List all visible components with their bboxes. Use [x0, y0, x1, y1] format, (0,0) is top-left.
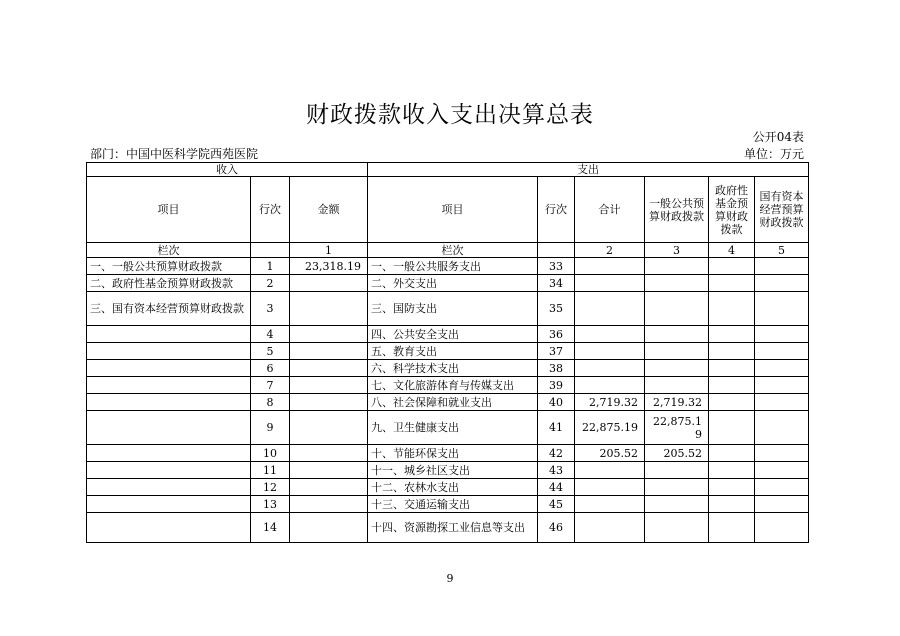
income-amount-cell: [290, 496, 368, 513]
gov-fund-cell: [709, 275, 755, 292]
state-capital-cell: [755, 377, 809, 394]
income-item-cell: 一、一般公共预算财政拨款: [87, 258, 251, 275]
income-row-cell: 3: [251, 292, 290, 326]
department-label: 部门：中国中医科学院西苑医院: [90, 147, 259, 161]
general-budget-header: 一般公共预算财政拨款: [645, 177, 709, 243]
total-cell: [575, 258, 645, 275]
table-row: [87, 326, 809, 343]
state-capital-cell: [755, 258, 809, 275]
income-row-cell: 2: [251, 275, 290, 292]
table-row: [87, 496, 809, 513]
general-budget-cell: 22,875.19: [645, 411, 709, 445]
expense-row-cell: 43: [538, 462, 575, 479]
income-amount-cell: [290, 326, 368, 343]
state-capital-cell: [755, 479, 809, 496]
gov-fund-header: 政府性基金预算财政拨款: [709, 177, 755, 243]
column-index-label: 栏次: [87, 243, 251, 258]
general-budget-cell: [645, 479, 709, 496]
state-capital-cell: [755, 360, 809, 377]
total-cell: 22,875.19: [575, 411, 645, 445]
expense-row-cell: 42: [538, 445, 575, 462]
total-cell: [575, 513, 645, 543]
general-budget-cell: [645, 496, 709, 513]
income-row-cell: 14: [251, 513, 290, 543]
expense-item-cell: 八、社会保障和就业支出: [368, 394, 538, 411]
general-budget-cell: [645, 292, 709, 326]
income-amount-cell: [290, 394, 368, 411]
column-index-4: 4: [709, 243, 755, 258]
income-row-cell: 9: [251, 411, 290, 445]
total-cell: [575, 479, 645, 496]
income-item-cell: [87, 513, 251, 543]
income-item-cell: [87, 326, 251, 343]
income-item-cell: [87, 411, 251, 445]
expense-row-cell: 45: [538, 496, 575, 513]
income-amount-cell: [290, 445, 368, 462]
state-capital-cell: [755, 496, 809, 513]
expense-row-cell: 46: [538, 513, 575, 543]
table-row: [87, 292, 809, 326]
gov-fund-cell: [709, 377, 755, 394]
gov-fund-cell: [709, 479, 755, 496]
expense-item-cell: 九、卫生健康支出: [368, 411, 538, 445]
income-row-cell: 8: [251, 394, 290, 411]
table-row: [87, 462, 809, 479]
income-row-cell: 11: [251, 462, 290, 479]
state-capital-cell: [755, 462, 809, 479]
total-cell: [575, 326, 645, 343]
expense-section-header: 支出: [368, 163, 809, 177]
income-amount-cell: [290, 275, 368, 292]
gov-fund-cell: [709, 462, 755, 479]
income-amount-cell: [290, 360, 368, 377]
table-row: [87, 445, 809, 462]
expense-item-cell: 十、节能环保支出: [368, 445, 538, 462]
table-row: [87, 258, 809, 275]
column-index-3: 3: [645, 243, 709, 258]
income-amount-cell: [290, 377, 368, 394]
table-row: [87, 360, 809, 377]
income-amount-cell: [290, 462, 368, 479]
income-row-cell: 13: [251, 496, 290, 513]
income-amount-cell: [290, 343, 368, 360]
income-amount-cell: [290, 292, 368, 326]
income-row-cell: 7: [251, 377, 290, 394]
state-capital-cell: [755, 275, 809, 292]
income-item-cell: [87, 496, 251, 513]
gov-fund-cell: [709, 411, 755, 445]
income-item-cell: [87, 343, 251, 360]
total-cell: [575, 462, 645, 479]
total-cell: [575, 343, 645, 360]
expense-row-cell: 36: [538, 326, 575, 343]
expense-row-cell: 34: [538, 275, 575, 292]
gov-fund-cell: [709, 258, 755, 275]
income-row-cell: 12: [251, 479, 290, 496]
income-row-cell: 5: [251, 343, 290, 360]
state-capital-cell: [755, 411, 809, 445]
gov-fund-cell: [709, 292, 755, 326]
state-capital-cell: [755, 292, 809, 326]
gov-fund-cell: [709, 445, 755, 462]
total-cell: [575, 292, 645, 326]
expense-item-cell: 六、科学技术支出: [368, 360, 538, 377]
state-capital-cell: [755, 513, 809, 543]
income-row-cell: 1: [251, 258, 290, 275]
general-budget-cell: [645, 258, 709, 275]
total-cell: 2,719.32: [575, 394, 645, 411]
page-number: 9: [446, 572, 454, 585]
income-item-cell: [87, 462, 251, 479]
state-capital-header: 国有资本经营预算财政拨款: [755, 177, 809, 243]
income-amount-cell: [290, 479, 368, 496]
expense-item-cell: 十二、农林水支出: [368, 479, 538, 496]
income-amount-cell: 23,318.19: [290, 258, 368, 275]
table-body: [87, 258, 809, 543]
column-index-blank: [251, 243, 290, 258]
income-item-cell: [87, 377, 251, 394]
table-row: [87, 394, 809, 411]
gov-fund-cell: [709, 394, 755, 411]
gov-fund-cell: [709, 343, 755, 360]
state-capital-cell: [755, 326, 809, 343]
column-index-blank: [538, 243, 575, 258]
income-section-header: 收入: [87, 163, 368, 177]
income-item-cell: [87, 360, 251, 377]
form-number: 公开04表: [752, 130, 804, 144]
table-row: [87, 377, 809, 394]
income-row-cell: 4: [251, 326, 290, 343]
general-budget-cell: [645, 377, 709, 394]
total-cell: 205.52: [575, 445, 645, 462]
general-budget-cell: [645, 462, 709, 479]
expense-row-header: 行次: [538, 177, 575, 243]
expense-row-cell: 37: [538, 343, 575, 360]
income-amount-cell: [290, 513, 368, 543]
expense-item-cell: 四、公共安全支出: [368, 326, 538, 343]
expense-item-header: 项目: [368, 177, 538, 243]
income-amount-cell: [290, 411, 368, 445]
budget-summary-table: [86, 162, 809, 543]
expense-item-cell: 十一、城乡社区支出: [368, 462, 538, 479]
general-budget-cell: [645, 343, 709, 360]
general-budget-cell: [645, 360, 709, 377]
income-row-cell: 10: [251, 445, 290, 462]
income-row-cell: 6: [251, 360, 290, 377]
expense-item-cell: 五、教育支出: [368, 343, 538, 360]
income-amount-header: 金额: [290, 177, 368, 243]
column-index-1: 1: [290, 243, 368, 258]
expense-row-cell: 44: [538, 479, 575, 496]
state-capital-cell: [755, 394, 809, 411]
table-row: [87, 275, 809, 292]
general-budget-cell: [645, 513, 709, 543]
column-index-2: 2: [575, 243, 645, 258]
expense-item-cell: 二、外交支出: [368, 275, 538, 292]
expense-row-cell: 39: [538, 377, 575, 394]
total-cell: [575, 360, 645, 377]
gov-fund-cell: [709, 360, 755, 377]
general-budget-cell: 205.52: [645, 445, 709, 462]
expense-row-cell: 41: [538, 411, 575, 445]
income-item-cell: [87, 479, 251, 496]
state-capital-cell: [755, 343, 809, 360]
column-index-label: 栏次: [368, 243, 538, 258]
general-budget-cell: 2,719.32: [645, 394, 709, 411]
gov-fund-cell: [709, 496, 755, 513]
expense-item-cell: 十三、交通运输支出: [368, 496, 538, 513]
document-title: 财政拨款收入支出决算总表: [306, 102, 594, 128]
expense-row-cell: 38: [538, 360, 575, 377]
income-item-cell: 三、国有资本经营预算财政拨款: [87, 292, 251, 326]
total-header: 合计: [575, 177, 645, 243]
total-cell: [575, 377, 645, 394]
expense-item-cell: 七、文化旅游体育与传媒支出: [368, 377, 538, 394]
expense-item-cell: 三、国防支出: [368, 292, 538, 326]
general-budget-cell: [645, 326, 709, 343]
expense-row-cell: 33: [538, 258, 575, 275]
general-budget-cell: [645, 275, 709, 292]
table-row: [87, 513, 809, 543]
income-item-cell: [87, 394, 251, 411]
table-row: [87, 343, 809, 360]
gov-fund-cell: [709, 513, 755, 543]
gov-fund-cell: [709, 326, 755, 343]
income-item-header: 项目: [87, 177, 251, 243]
total-cell: [575, 496, 645, 513]
total-cell: [575, 275, 645, 292]
income-item-cell: [87, 445, 251, 462]
column-index-5: 5: [755, 243, 809, 258]
table-row: [87, 479, 809, 496]
unit-label: 单位：万元: [743, 147, 804, 161]
income-row-header: 行次: [251, 177, 290, 243]
state-capital-cell: [755, 445, 809, 462]
expense-item-cell: 十四、资源勘探工业信息等支出: [368, 513, 538, 543]
expense-item-cell: 一、一般公共服务支出: [368, 258, 538, 275]
expense-row-cell: 40: [538, 394, 575, 411]
expense-row-cell: 35: [538, 292, 575, 326]
income-item-cell: 二、政府性基金预算财政拨款: [87, 275, 251, 292]
table-row: [87, 411, 809, 445]
